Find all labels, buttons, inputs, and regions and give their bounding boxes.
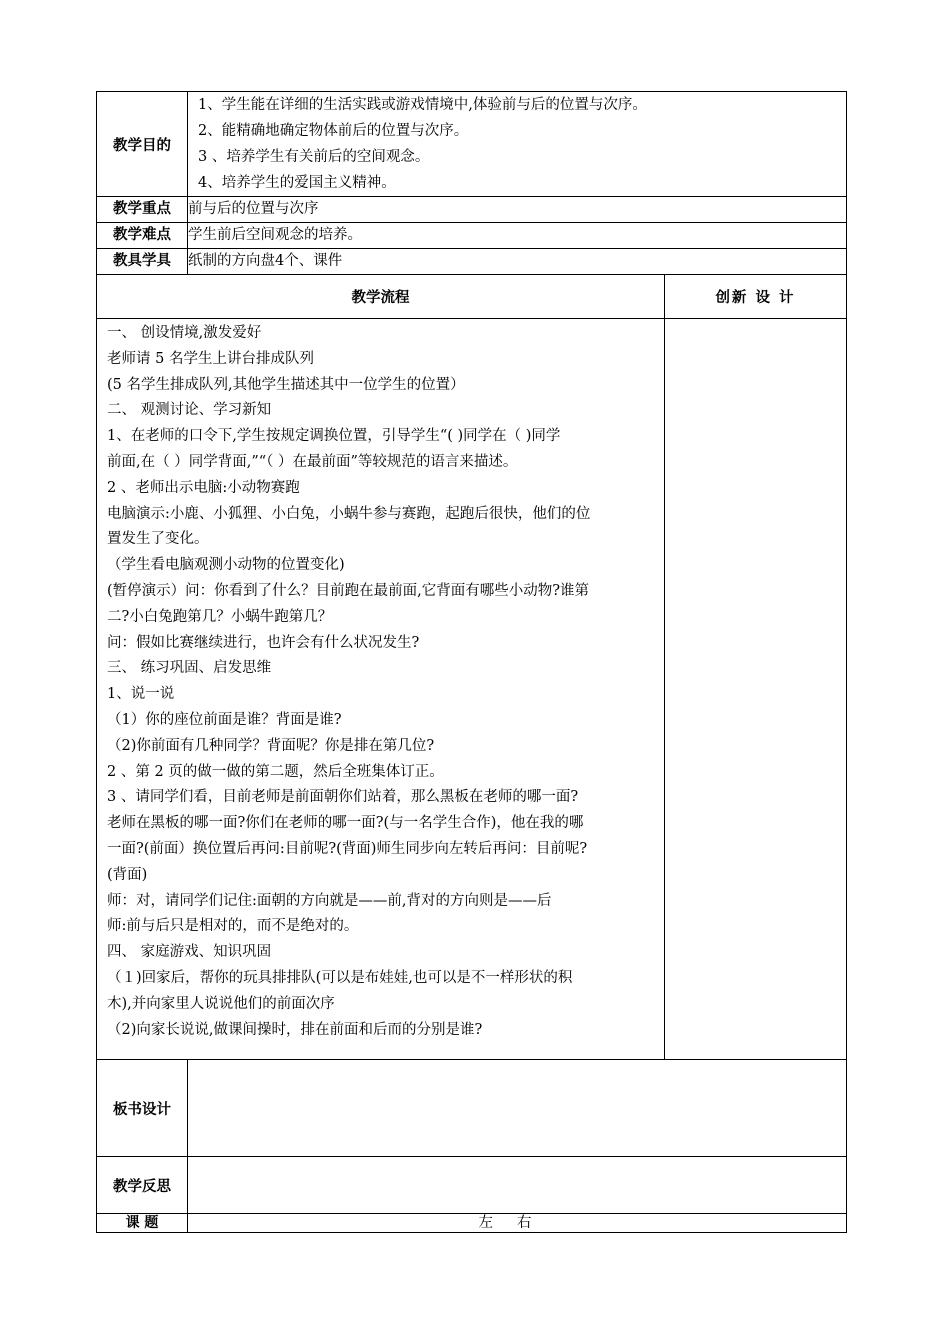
flow-line: 2 、第 2 页的做一做的第二题，然后全班集体订正。 [107, 763, 444, 780]
flow-line: 二、 观测讨论、学习新知 [107, 402, 272, 419]
reflection-row [97, 1157, 847, 1214]
flow-row [97, 319, 847, 1060]
key-point-row [97, 197, 847, 223]
materials-label: 教具学具 [97, 249, 188, 275]
flow-line: 老师在黑板的哪一面?你们在老师的哪一面?(与一名学生合作)，他在我的哪 [107, 815, 584, 832]
flow-line: 1、在老师的口令下,学生按规定调换位置，引导学生“( )同学在（ )同学 [107, 428, 561, 445]
flow-line: 前面,在（ ）同学背面,”“（ ）在最前面”等较规范的语言来描述。 [107, 453, 518, 470]
flow-line: 2 、老师出示电脑:小动物赛跑 [107, 479, 300, 496]
flow-line: (5 名学生排成队列,其他学生描述其中一位学生的位置） [107, 376, 465, 393]
lesson-plan-table [96, 91, 847, 1233]
flow-line: 老师请 5 名学生上讲台排成队列 [107, 350, 314, 367]
flow-line: (背面) [107, 866, 148, 883]
flow-line: （1）你的座位前面是谁？背面是谁? [107, 711, 342, 728]
objective-line-4: 4、培养学生的爱国主义精神。 [198, 175, 396, 191]
board-design-value [188, 1060, 847, 1157]
reflection-label: 教学反思 [97, 1157, 188, 1214]
innovation-content [665, 319, 847, 1060]
flow-line: 3 、请同学们看，目前老师是前面朝你们站着，那么黑板在老师的哪一面? [107, 789, 579, 806]
flow-line: （2)你前面有几种同学？背面呢？你是排在第几位? [107, 737, 435, 754]
difficulty-label: 教学难点 [97, 223, 188, 249]
flow-line: 二?小白兔跑第几？小蜗牛跑第几？ [107, 608, 333, 625]
topic-label: 课 题 [97, 1214, 188, 1233]
key-point-label: 教学重点 [97, 197, 188, 223]
topic-row [97, 1214, 847, 1233]
objective-line-1: 1、学生能在详细的生活实践或游戏情境中,体验前与后的位置与次序。 [198, 97, 647, 113]
lesson-plan-sheet [96, 91, 846, 1233]
flow-content [97, 319, 665, 1060]
objectives-row [97, 92, 847, 197]
topic-value: 左右 [188, 1214, 847, 1233]
flow-line: （2)向家长说说,做课间操时，排在前面和后而的分别是谁? [107, 1021, 483, 1038]
flow-line: 木),并向家里人说说他们的前面次序 [107, 995, 335, 1012]
objectives-cell [188, 92, 847, 197]
objective-line-3: 3 、培养学生有关前后的空间观念。 [198, 149, 430, 165]
difficulty-value: 学生前后空间观念的培养。 [188, 223, 847, 249]
materials-row [97, 249, 847, 275]
objective-line-2: 2、能精确地确定物体前后的位置与次序。 [198, 123, 469, 139]
flow-header-row [97, 275, 847, 319]
flow-line: 师：对，请同学们记住:面朝的方向就是——前,背对的方向则是——后 [107, 892, 552, 909]
flow-line: 问：假如比赛继续进行，也许会有什么状况发生? [107, 634, 420, 651]
flow-line: 1、说一说 [107, 686, 175, 703]
flow-line: （学生看电脑观测小动物的位置变化) [107, 557, 345, 574]
flow-header-innovation: 创新 设 计 [665, 275, 847, 319]
difficulty-row [97, 223, 847, 249]
board-design-row [97, 1060, 847, 1157]
materials-value: 纸制的方向盘4个、课件 [188, 249, 847, 275]
flow-line: 一面?(前面）换位置后再问:目前呢?(背面)师生同步向左转后再问：目前呢? [107, 840, 588, 857]
flow-line: （１)回家后，帮你的玩具排排队(可以是布娃娃,也可以是不一样形状的积 [107, 969, 573, 986]
flow-header-process: 教学流程 [97, 275, 665, 319]
flow-line: (暂停演示）问：你看到了什么？目前跑在最前面,它背面有哪些小动物?谁第 [107, 582, 590, 599]
flow-line: 三、 练习巩固、启发思维 [107, 660, 272, 677]
flow-line: 一、 创设情境,激发爱好 [107, 325, 262, 341]
flow-line: 置发生了变化。 [107, 531, 209, 548]
objectives-label: 教学目的 [97, 92, 188, 197]
reflection-value [188, 1157, 847, 1214]
board-design-label: 板书设计 [97, 1060, 188, 1157]
flow-line: 电脑演示:小鹿、小狐狸、小白兔，小蜗牛参与赛跑，起跑后很快，他们的位 [107, 505, 591, 522]
flow-line: 四、 家庭游戏、知识巩固 [107, 944, 272, 961]
flow-line: 师:前与后只是相对的，而不是绝对的。 [107, 918, 359, 935]
key-point-value: 前与后的位置与次序 [188, 197, 847, 223]
